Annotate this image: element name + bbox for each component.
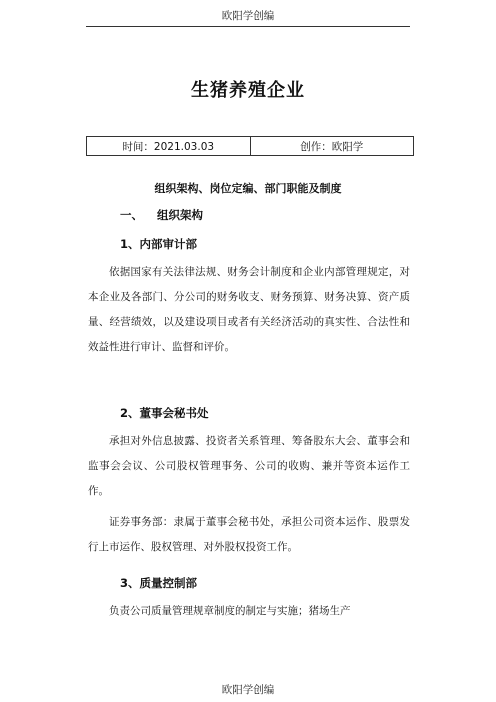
heading-quality-control: 3、质量控制部 xyxy=(120,576,198,590)
paragraph-quality-control: 负责公司质量管理规章制度的制定与实施；猪场生产 xyxy=(109,605,351,617)
page-header: 欧阳学创编 xyxy=(221,10,275,22)
page-footer: 欧阳学创编 xyxy=(221,684,275,696)
part-number: 一、 xyxy=(120,208,143,222)
paragraph-board-secretary: 承担对外信息披露、投资者关系管理、筹备股东大会、董事会和监事会会议、公司股权管理事务、公司的收购、兼并等资本运作工作。 xyxy=(88,435,410,497)
paragraph-internal-audit: 依据国家有关法律法规、财务会计制度和企业内部管理规定，对本企业及各部门、分公司的财务收支、财务预算、财务决算、资产质量、经营绩效，以及建设项目或者有关经济活动的真实性、合法性和效益性进行审计、监督和评价。 xyxy=(88,266,410,353)
document-title: 生猪养殖企业 xyxy=(191,80,305,101)
paragraph-securities-affairs: 证券事务部：隶属于董事会秘书处，承担公司资本运作、股票发行上市运作、股权管理、对外股权投资工作。 xyxy=(88,516,410,553)
part-label: 组织架构 xyxy=(157,208,203,222)
part-heading xyxy=(120,207,203,223)
meta-author: 创作：欧阳学 xyxy=(250,137,414,155)
heading-internal-audit: 1、内部审计部 xyxy=(120,237,198,251)
meta-table xyxy=(86,136,414,156)
header-divider xyxy=(86,26,410,27)
meta-time: 时间：2021.03.03 xyxy=(122,140,215,153)
section-title: 组织架构、岗位定编、部门职能及制度 xyxy=(154,182,342,195)
heading-board-secretary: 2、董事会秘书处 xyxy=(120,406,209,420)
